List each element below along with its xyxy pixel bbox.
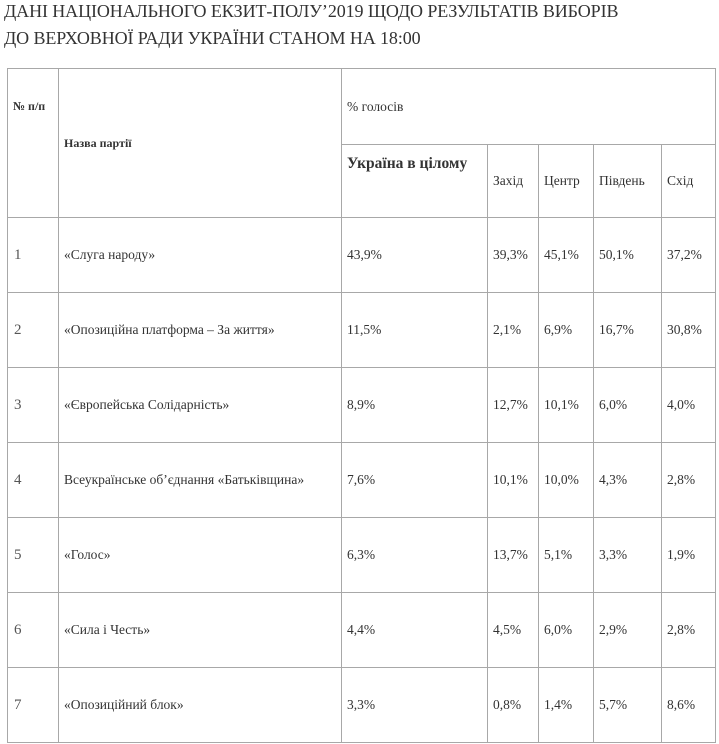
- ukraine-value: 6,3%: [342, 518, 488, 593]
- header-east: Схід: [662, 145, 716, 218]
- west-value: 12,7%: [488, 368, 539, 443]
- south-value: 4,3%: [594, 443, 662, 518]
- center-value: 10,0%: [539, 443, 594, 518]
- ukraine-value: 7,6%: [342, 443, 488, 518]
- south-value: 5,7%: [594, 668, 662, 743]
- table-header-row-top: [8, 69, 716, 145]
- center-value: 1,4%: [539, 668, 594, 743]
- table-row: [8, 293, 716, 368]
- west-value: 2,1%: [488, 293, 539, 368]
- exit-poll-table: [7, 68, 716, 743]
- header-south: Південь: [594, 145, 662, 218]
- row-number: 2: [8, 293, 59, 368]
- ukraine-value: 4,4%: [342, 593, 488, 668]
- party-name: «Європейська Солідарність»: [59, 368, 342, 443]
- east-value: 2,8%: [662, 593, 716, 668]
- party-name: «Сила і Честь»: [59, 593, 342, 668]
- center-value: 6,0%: [539, 593, 594, 668]
- south-value: 50,1%: [594, 218, 662, 293]
- east-value: 1,9%: [662, 518, 716, 593]
- party-name: «Слуга народу»: [59, 218, 342, 293]
- east-value: 30,8%: [662, 293, 716, 368]
- east-value: 37,2%: [662, 218, 716, 293]
- party-name: «Опозиційний блок»: [59, 668, 342, 743]
- east-value: 8,6%: [662, 668, 716, 743]
- row-number: 5: [8, 518, 59, 593]
- south-value: 16,7%: [594, 293, 662, 368]
- page-title-line-1: ДАНІ НАЦІОНАЛЬНОГО ЕКЗИТ-ПОЛУ’2019 ЩОДО РЕЗУЛЬТАТІВ ВИБОРІВ: [4, 1, 619, 21]
- row-number: 6: [8, 593, 59, 668]
- ukraine-value: 43,9%: [342, 218, 488, 293]
- east-value: 4,0%: [662, 368, 716, 443]
- header-number: [8, 69, 59, 218]
- west-value: 0,8%: [488, 668, 539, 743]
- row-number: 7: [8, 668, 59, 743]
- table-row: [8, 218, 716, 293]
- south-value: 2,9%: [594, 593, 662, 668]
- row-number: 3: [8, 368, 59, 443]
- west-value: 4,5%: [488, 593, 539, 668]
- south-value: 3,3%: [594, 518, 662, 593]
- table-row: [8, 443, 716, 518]
- south-value: 6,0%: [594, 368, 662, 443]
- header-west: Захід: [488, 145, 539, 218]
- center-value: 10,1%: [539, 368, 594, 443]
- party-name: «Опозиційна платформа – За життя»: [59, 293, 342, 368]
- party-name: «Голос»: [59, 518, 342, 593]
- header-party-name: Назва партії: [59, 69, 342, 218]
- row-number: 1: [8, 218, 59, 293]
- ukraine-value: 8,9%: [342, 368, 488, 443]
- table-row: [8, 668, 716, 743]
- west-value: 10,1%: [488, 443, 539, 518]
- header-number-label: № п/п: [13, 99, 46, 113]
- west-value: 13,7%: [488, 518, 539, 593]
- ukraine-value: 11,5%: [342, 293, 488, 368]
- page-title-line-2: ДО ВЕРХОВНОЇ РАДИ УКРАЇНИ СТАНОМ НА 18:00: [4, 28, 421, 48]
- table-row: [8, 368, 716, 443]
- table-row: [8, 593, 716, 668]
- east-value: 2,8%: [662, 443, 716, 518]
- page-title: [4, 0, 716, 52]
- table-row: [8, 518, 716, 593]
- center-value: 45,1%: [539, 218, 594, 293]
- row-number: 4: [8, 443, 59, 518]
- header-center: Центр: [539, 145, 594, 218]
- center-value: 6,9%: [539, 293, 594, 368]
- ukraine-value: 3,3%: [342, 668, 488, 743]
- center-value: 5,1%: [539, 518, 594, 593]
- party-name: Всеукраїнське об’єднання «Батьківщина»: [59, 443, 342, 518]
- header-ukraine-total: Україна в цілому: [342, 145, 488, 218]
- header-percent-votes: % голосів: [342, 69, 716, 145]
- west-value: 39,3%: [488, 218, 539, 293]
